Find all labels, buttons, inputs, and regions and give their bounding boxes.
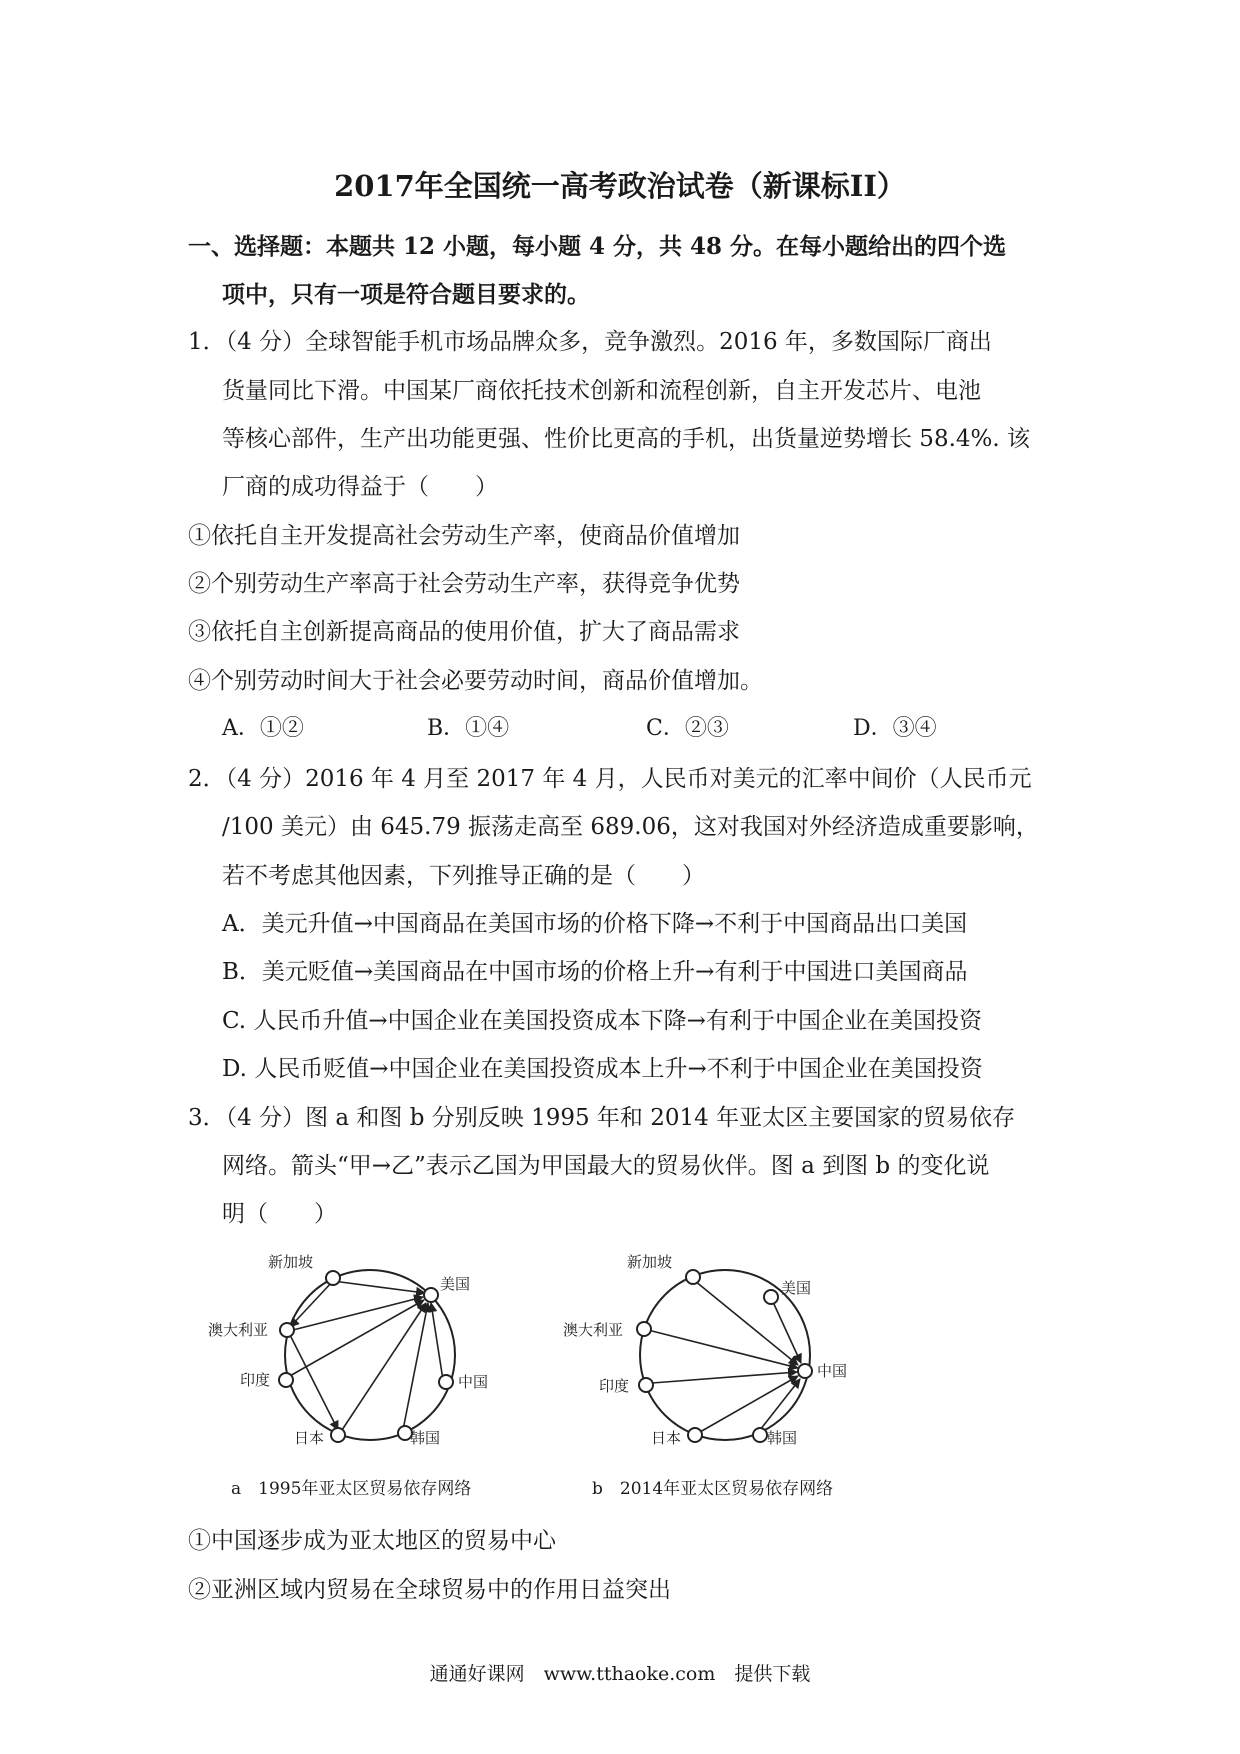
q1-line-3: 等核心部件，生产出功能更强、性价比更高的手机，出货量逆势增长 58.4%. 该 — [222, 426, 1030, 452]
node-label: 澳大利亚 — [563, 1321, 624, 1339]
q1-item-4: ④个别劳动时间大于社会必要劳动时间，商品价值增加。 — [188, 668, 763, 694]
node-singapore — [326, 1271, 340, 1285]
arrow — [289, 1333, 338, 1430]
arrow — [431, 1303, 443, 1380]
section-heading-line1: 一、选择题：本题共 12 小题，每小题 4 分，共 48 分。在每小题给出的四个选 — [188, 233, 1007, 260]
node-label: 新加坡 — [268, 1253, 314, 1271]
node-label: 日本 — [651, 1429, 682, 1447]
q1-choice-a: A．①② — [222, 716, 304, 741]
diagram-b-caption: b 2014年亚太区贸易依存网络 — [592, 1479, 834, 1499]
node-usa — [764, 1290, 778, 1304]
q2-line-3: 若不考虑其他因素，下列推导正确的是（ ） — [222, 863, 705, 889]
q2-line-2: /100 美元）由 645.79 振荡走高至 689.06，这对我国对外经济造成重要影响， — [222, 814, 1039, 840]
trade-network-diagram-a — [190, 1245, 520, 1485]
q1-choice-c: C．②③ — [646, 716, 729, 741]
node-china — [439, 1375, 453, 1389]
q3-line-3: 明（ ） — [222, 1201, 337, 1227]
node-label: 韩国 — [767, 1429, 798, 1447]
arrow — [648, 1330, 798, 1368]
trade-network-diagram-b — [555, 1245, 885, 1485]
q1-item-3: ③依托自主创新提高商品的使用价值，扩大了商品需求 — [188, 619, 740, 645]
node-india — [639, 1378, 653, 1392]
node-japan — [688, 1428, 702, 1442]
footer-text: 通通好课网 www.tthaoke.com 提供下载 — [429, 1663, 811, 1685]
q2-choice-a: A．美元升值→中国商品在美国市场的价格下降→不利于中国商品出口美国 — [222, 911, 968, 937]
node-label: 美国 — [781, 1279, 812, 1297]
q2-choice-b: B．美元贬值→美国商品在中国市场的价格上升→有利于中国进口美国商品 — [222, 959, 968, 985]
node-label: 韩国 — [410, 1429, 441, 1447]
node-australia — [637, 1322, 651, 1336]
arrow — [288, 1300, 424, 1377]
node-india — [279, 1373, 293, 1387]
q1-line-4: 厂商的成功得益于（ ） — [222, 474, 498, 500]
q1-line-2: 货量同比下滑。中国某厂商依托技术创新和流程创新，自主开发芯片、电池 — [222, 378, 981, 404]
arrow — [333, 1281, 425, 1293]
node-australia — [280, 1323, 294, 1337]
arrow — [700, 1376, 798, 1432]
node-label: 印度 — [240, 1371, 271, 1389]
q2-line-1: 2．（4 分）2016 年 4 月至 2017 年 4 月，人民币对美元的汇率中间价（人民币元 — [188, 766, 1032, 792]
q1-item-2: ②个别劳动生产率高于社会劳动生产率，获得竞争优势 — [188, 571, 740, 597]
node-singapore — [686, 1270, 700, 1284]
node-label: 新加坡 — [627, 1253, 673, 1271]
arrow — [652, 1372, 797, 1383]
q1-line-1: 1．（4 分）全球智能手机市场品牌众多，竞争激烈。2016 年，多数国际厂商出 — [188, 329, 992, 355]
node-korea — [753, 1428, 767, 1442]
diagram-a-caption: a 1995年亚太区贸易依存网络 — [231, 1479, 472, 1499]
q3-line-1: 3．（4 分）图 a 和图 b 分别反映 1995 年和 2014 年亚太区主要国家的贸易依存 — [188, 1105, 1016, 1131]
page-title: 2017年全国统一高考政治试卷（新课标II） — [334, 169, 906, 203]
node-label: 日本 — [294, 1429, 325, 1447]
q3-item-2: ②亚洲区域内贸易在全球贸易中的作用日益突出 — [188, 1577, 671, 1603]
node-china — [798, 1364, 812, 1378]
section-heading-line2: 项中，只有一项是符合题目要求的。 — [222, 281, 590, 308]
arrow — [403, 1303, 428, 1430]
node-label: 中国 — [458, 1373, 489, 1391]
q3-line-2: 网络。箭头“甲→乙”表示乙国为甲国最大的贸易伙伴。图 a 到图 b 的变化说 — [222, 1153, 990, 1179]
q2-choice-c: C. 人民币升值→中国企业在美国投资成本下降→有利于中国企业在美国投资 — [222, 1008, 982, 1034]
node-label: 澳大利亚 — [208, 1321, 269, 1339]
arrow — [289, 1297, 423, 1331]
node-label: 中国 — [817, 1362, 848, 1380]
q1-item-1: ①依托自主开发提高社会劳动生产率，使商品价值增加 — [188, 523, 740, 549]
q1-choice-b: B．①④ — [427, 716, 510, 741]
node-label: 印度 — [599, 1377, 630, 1395]
arrow — [290, 1281, 333, 1327]
node-label: 美国 — [440, 1275, 471, 1293]
q1-choice-d: D．③④ — [853, 716, 937, 741]
q3-item-1: ①中国逐步成为亚太地区的贸易中心 — [188, 1528, 556, 1554]
q2-choice-d: D. 人民币贬值→中国企业在美国投资成本上升→不利于中国企业在美国投资 — [222, 1056, 983, 1082]
node-japan — [331, 1428, 345, 1442]
node-usa — [424, 1288, 438, 1302]
